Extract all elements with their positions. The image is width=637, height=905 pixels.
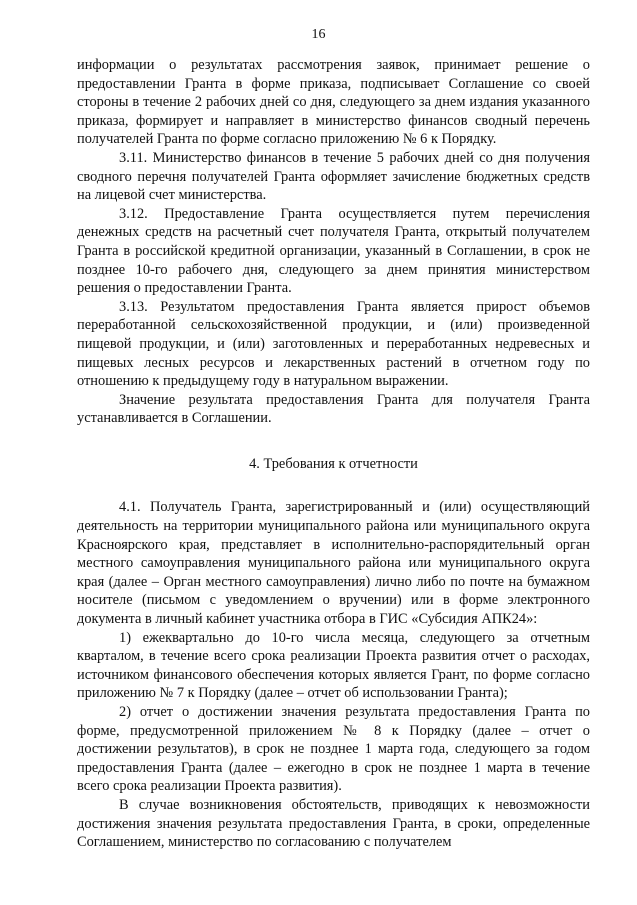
paragraph-3-13: 3.13. Результатом предоставления Гранта является прирост объемов переработанной сельскохозяйственной продукции, и (или) произведенной пищевой продукции, и (или) заготовленных и переработанных недревесных и пищевых лесных ресурсов и лекарственных растений в отчетном году по отношению к предыдущему году в натуральном выражении. [77,298,590,390]
page-number: 16 [311,27,326,42]
paragraph-result-value: Значение результата предоставления Гранта для получателя Гранта устанавливается в Соглашении. [77,391,590,427]
paragraph-circumstances: В случае возникновения обстоятельств, приводящих к невозможности достижения значения результата предоставления Гранта, в сроки, определенные Соглашением, министерство по согласованию с получателем [77,796,590,851]
section-heading: 4. Требования к отчетности [249,455,418,472]
paragraph-4-1: 4.1. Получатель Гранта, зарегистрированный и (или) осуществляющий деятельность на территории муниципального района или муниципального округа Красноярского края, представляет в исполнительно-распорядительный орган местного самоуправления муниципального района или муниципального округа края (далее – Орган местного самоуправления) лично либо по почте на бумажном носителе (письмом с уведомлением о вручении) или в форме электронного документа в личный кабинет участника отбора в ГИС «Субсидия АПК24»: [77,499,590,628]
list-item-1: 1) ежеквартально до 10-го числа месяца, следующего за отчетным кварталом, в течение всего срока реализации Проекта развития отчет о расходах, источником финансового обеспечения которых является Грант, по форме согласно приложению № 7 к Порядку (далее – отчет об использовании Гранта); [77,629,590,702]
list-item-2: 2) отчет о достижении значения результата предоставления Гранта по форме, предусмотренной приложением № 8 к Порядку (далее – отчет о достижении результатов), в срок не позднее 1 марта года, следующего за годом предоставления Гранта (далее – ежегодно в срок не позднее 1 марта в течение всего срока реализации Проекта развития). [77,704,590,795]
paragraph-3-12: 3.12. Предоставление Гранта осуществляется путем перечисления денежных средств на расчетный счет получателя Гранта, открытый получателем Гранта в российской кредитной организации, указанный в Соглашении, в срок не позднее 10-го рабочего дня, следующего за днем принятия министерством решения о предоставлении Гранта. [77,205,590,297]
document-body [77,56,590,852]
paragraph-3-11: 3.11. Министерство финансов в течение 5 рабочих дней со дня получения сводного перечня получателей Гранта оформляет зачисление бюджетных средств на лицевой счет министерства. [77,149,590,204]
paragraph-continuation: информации о результатах рассмотрения заявок, принимает решение о предоставлении Гранта в форме приказа, подписывает Соглашение со своей стороны в течение 2 рабочих дней со дня, следующего за днем издания указанного приказа, формирует и направляет в министерство финансов сводный перечень получателей Гранта по форме согласно приложению № 6 к Порядку. [77,57,590,148]
